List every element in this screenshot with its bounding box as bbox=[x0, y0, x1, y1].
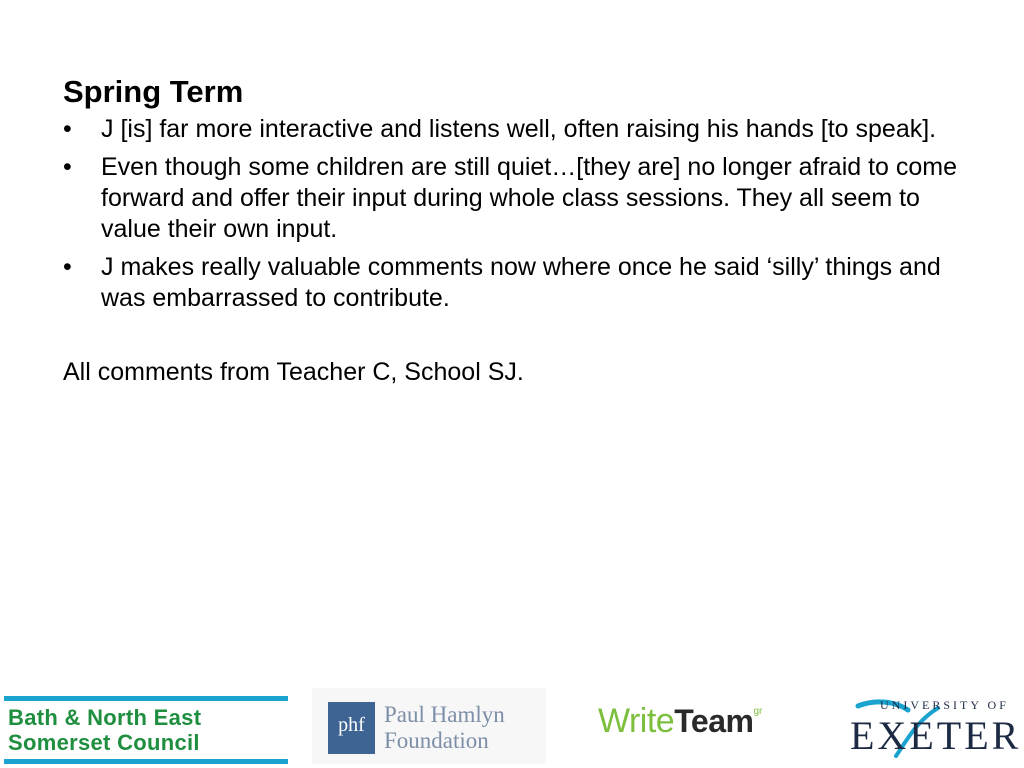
sponsor-logo-strip bbox=[0, 684, 1024, 768]
bullet-text: Even though some children are still quiet…[they are] no longer afraid to come forward and offer their input during whole class sessions. They all seem to value their own input. bbox=[101, 153, 958, 243]
bullet-marker: • bbox=[63, 115, 72, 143]
paul-hamlyn-foundation-logo bbox=[312, 688, 546, 764]
bullet-text: J [is] far more interactive and listens well, often raising his hands [to speak]. bbox=[101, 115, 937, 143]
banes-logo-line-2: Somerset Council bbox=[8, 730, 200, 755]
writeteam-logo-write: Write bbox=[598, 702, 675, 740]
slide-heading: Spring Term bbox=[63, 74, 244, 109]
slide-content bbox=[63, 72, 963, 388]
bullet-list bbox=[63, 114, 963, 314]
bullet-marker: • bbox=[63, 253, 72, 281]
bullet-item bbox=[63, 114, 963, 145]
bullet-marker: • bbox=[63, 153, 72, 181]
university-of-exeter-logo bbox=[838, 698, 1020, 764]
attribution-note: All comments from Teacher C, School SJ. bbox=[63, 358, 524, 386]
phf-name bbox=[384, 702, 505, 754]
banes-logo-line-1: Bath & North East bbox=[8, 705, 202, 730]
bullet-item bbox=[63, 252, 963, 314]
phf-mark: phf bbox=[328, 702, 375, 754]
bullet-item bbox=[63, 152, 963, 245]
bullet-text: J makes really valuable comments now where once he said ‘silly’ things and was embarrassed to contribute. bbox=[101, 253, 941, 312]
exeter-logo-name: EXETER bbox=[850, 713, 1022, 758]
writeteam-logo bbox=[598, 702, 798, 746]
exeter-logo-top: UNIVERSITY OF bbox=[880, 698, 1009, 712]
phf-name-line-2: Foundation bbox=[384, 728, 489, 753]
writeteam-logo-mark: gr bbox=[753, 706, 763, 717]
writeteam-logo-team: Team bbox=[674, 703, 754, 739]
phf-name-line-1: Paul Hamlyn bbox=[384, 702, 505, 727]
bath-north-east-somerset-council-logo bbox=[4, 696, 288, 764]
